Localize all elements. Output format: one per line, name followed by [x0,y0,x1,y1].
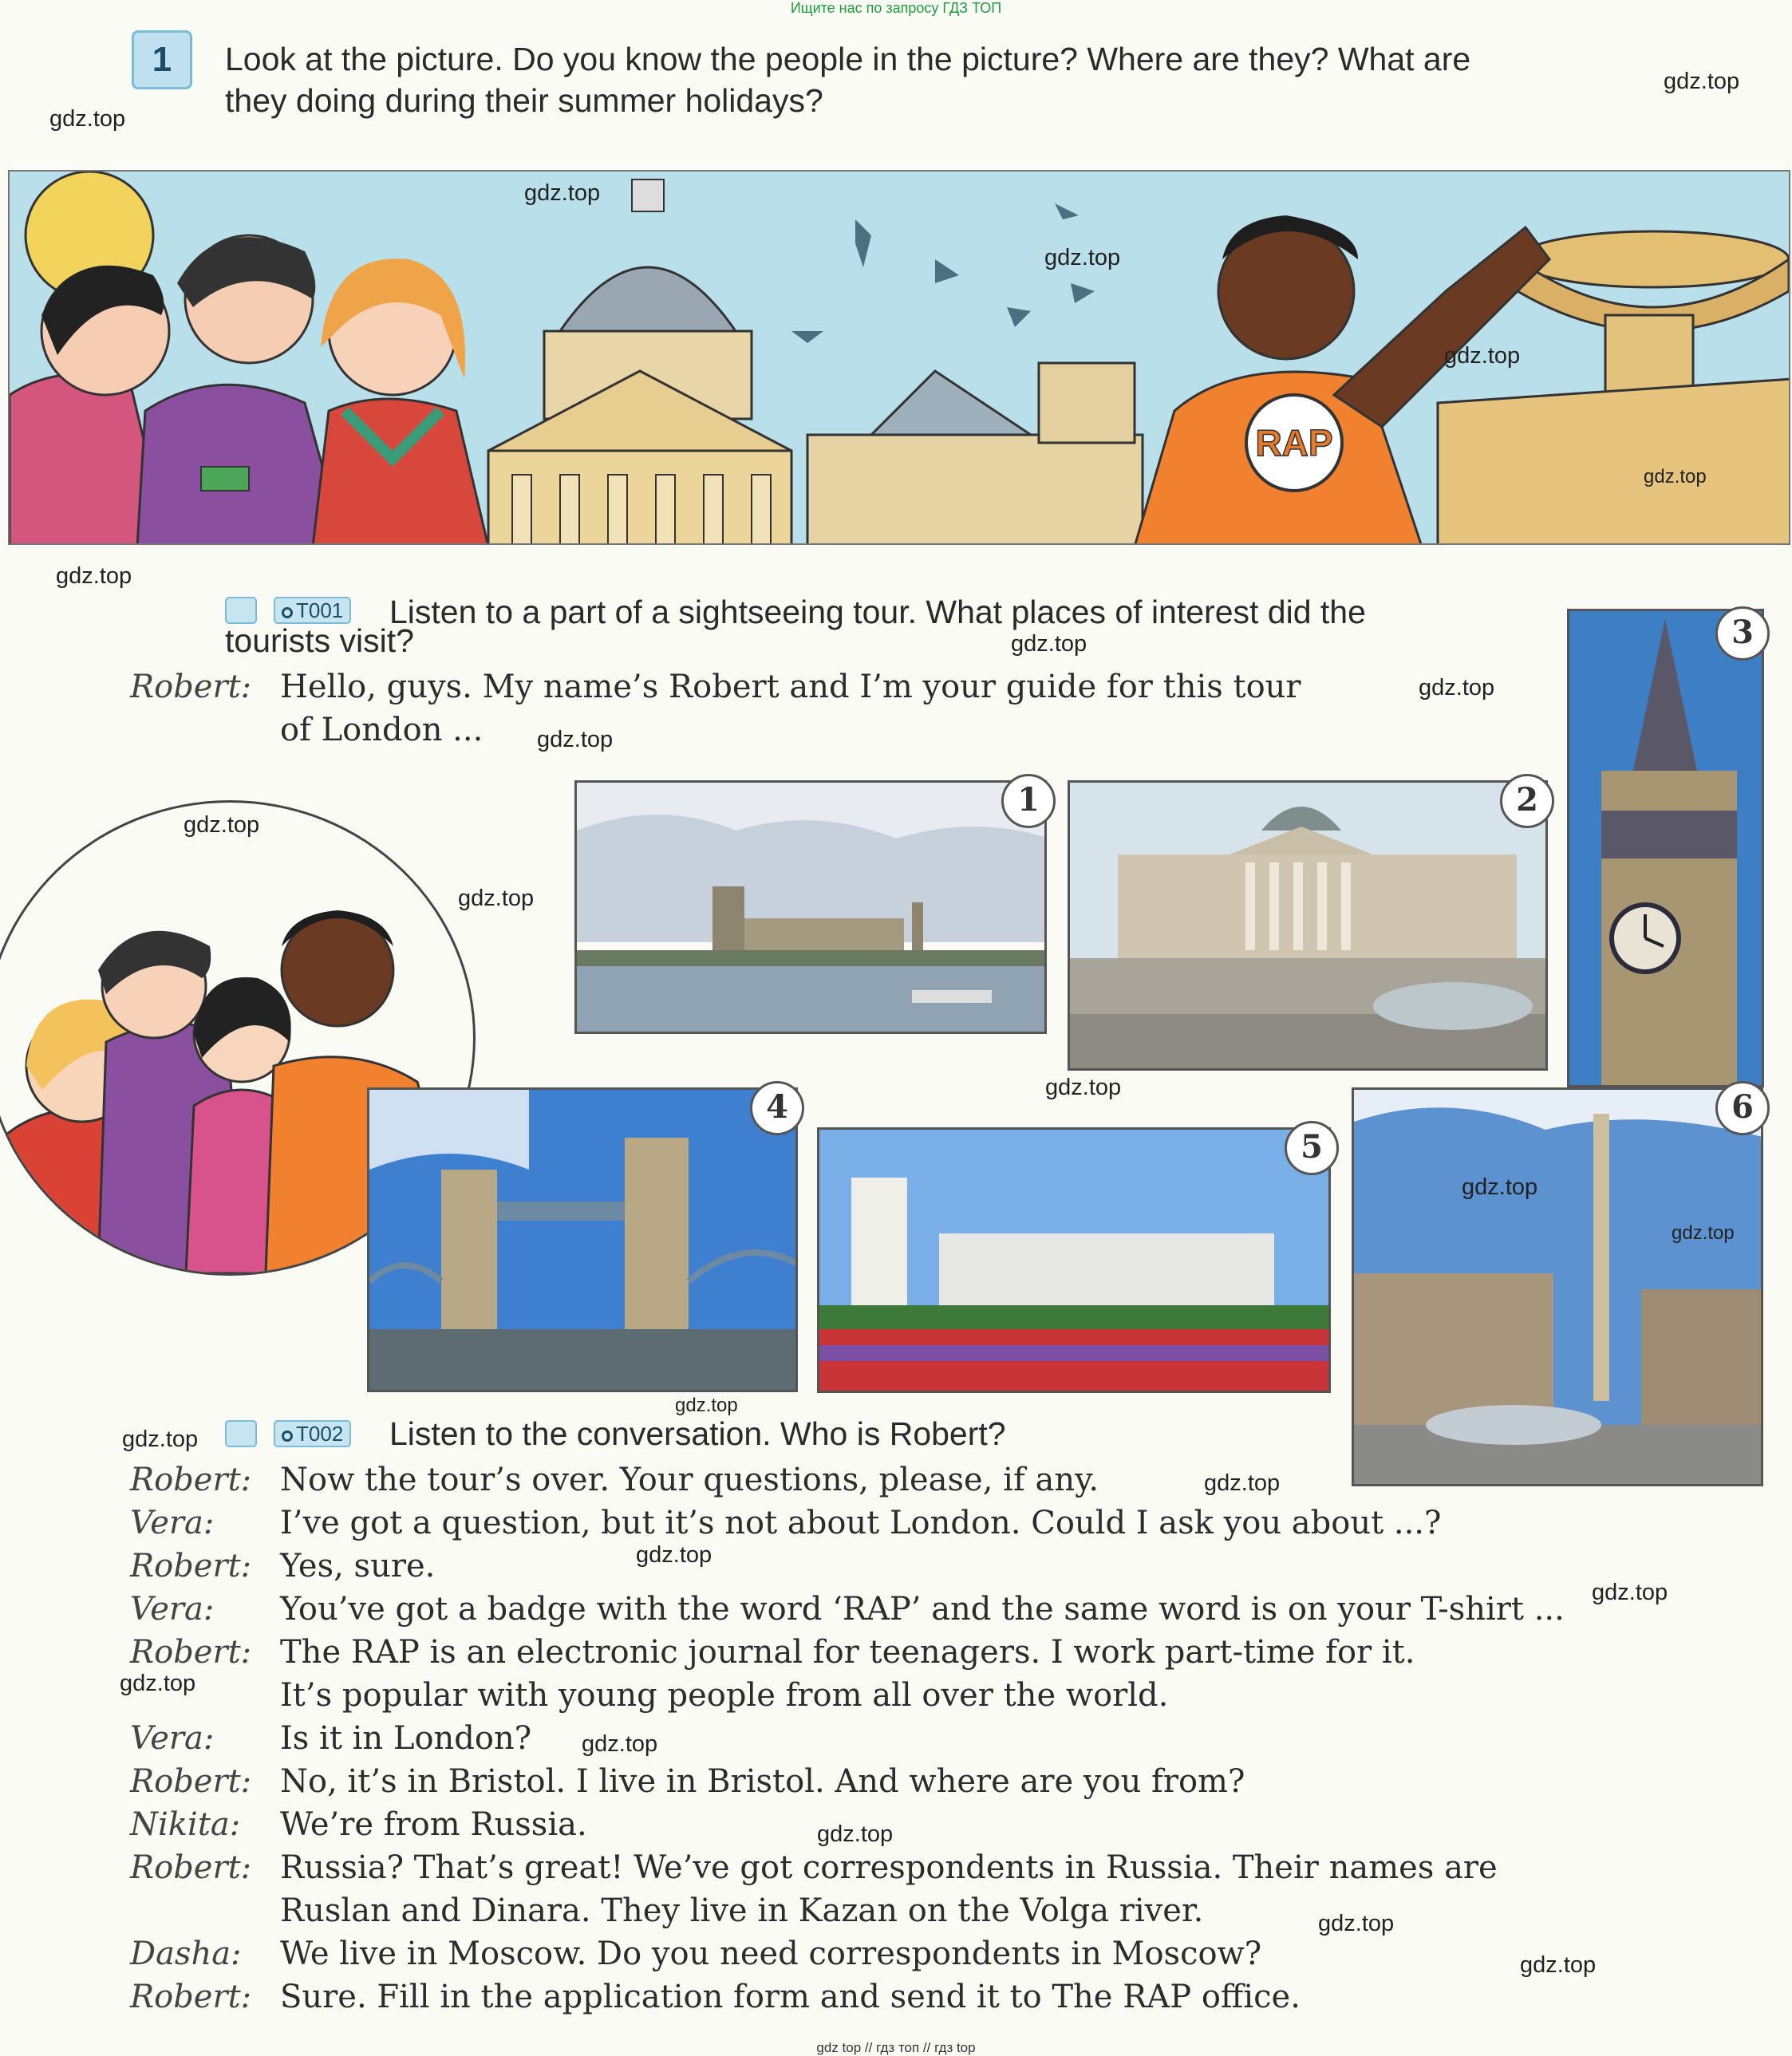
watermark: gdz.top [1318,1911,1395,1936]
speaker: Robert: [130,1979,252,2015]
watermark: gdz.top [1204,1470,1281,1496]
line-text: Now the tour’s over. Your questions, please, if any. [280,1462,1099,1498]
header-note: Ищите нас по запросу ГДЗ ТОП [790,0,1002,16]
watermark: gdz.top [49,106,126,132]
photo-number-badge: 4 [750,1081,804,1135]
speaker: Robert: [130,1462,252,1498]
watermark: gdz.top [56,563,132,589]
watermark: gdz.top [1672,1222,1735,1244]
watermark: gdz.top [122,1427,199,1452]
watermark: gdz.top [1644,466,1707,487]
exercise-task-line1: Look at the picture. Do you know the people in the picture? Where are they? What are [225,41,1471,77]
watermark: gdz.top [817,1821,894,1847]
watermark: gdz.top [537,727,614,752]
line-text: I’ve got a question, but it’s not about London. Could I ask you about ...? [280,1505,1442,1541]
watermark: gdz.top [1444,343,1521,369]
speaker: Vera: [130,1505,215,1541]
disc-icon [282,1431,293,1442]
speaker: Robert: [130,1548,252,1584]
line-text: We’re from Russia. [280,1806,587,1843]
line-text: Ruslan and Dinara. They live in Kazan on the Volga river. [280,1892,1204,1929]
photo-tower-bridge [367,1087,798,1392]
watermark: gdz.top [1462,1174,1538,1200]
speaker: Robert: [130,1634,252,1671]
speaker: Dasha: [130,1936,242,1972]
line-text: We live in Moscow. Do you need correspondents in Moscow? [280,1936,1262,1972]
listening1-task-line2: tourists visit? [225,622,414,659]
photo-trafalgar-square [1352,1087,1763,1486]
photo-buckingham-palace [817,1127,1331,1393]
photo-number-badge: 2 [1500,774,1554,828]
watermark: gdz.top [582,1731,658,1757]
line-text: Yes, sure. [280,1548,436,1584]
line-text: You’ve got a badge with the word ‘RAP’ and the same word is on your T-shirt ... [280,1591,1565,1628]
line-text: The RAP is an electronic journal for teenagers. I work part-time for it. [280,1634,1415,1671]
watermark: gdz.top [120,1671,196,1696]
speaker: Robert: [130,1763,252,1800]
speaker: Nikita: [130,1806,241,1843]
line-text: Hello, guys. My name’s Robert and I’m your guide for this tour [280,669,1301,705]
watermark: gdz.top [458,886,535,911]
photo-number-badge: 1 [1001,774,1056,828]
shirt-text: RAP [1255,422,1333,464]
photo-national-gallery [1068,780,1548,1071]
listening1-task-line1: Listen to a part of a sightseeing tour. What places of interest did the [389,594,1366,630]
watermark: gdz.top [675,1395,738,1416]
speaker: Vera: [130,1720,215,1757]
photo-number-badge: 5 [1285,1121,1339,1175]
line-text: No, it’s in Bristol. I live in Bristol. And where are you from? [280,1763,1245,1800]
watermark: gdz.top [636,1542,712,1568]
photo-westminster [574,780,1047,1034]
disc-icon [282,607,293,618]
track-label: T002 [296,1422,344,1446]
line-text: It’s popular with young people from all over the world. [280,1677,1169,1714]
watermark: gdz.top [184,812,260,838]
line-text: Sure. Fill in the application form and send it to The RAP office. [280,1979,1301,2015]
listening2-task: Listen to the conversation. Who is Robert? [389,1415,1006,1452]
track-label: T001 [296,598,344,622]
watermark: gdz.top [1011,631,1087,657]
footer-note: gdz top // гдз топ // гдз top [816,2040,976,2055]
photo-big-ben [1567,609,1764,1087]
audio-track-t002[interactable] [274,1420,351,1447]
banner-illustration [8,170,1790,545]
line-text: Is it in London? [280,1720,532,1757]
watermark: gdz.top [1419,675,1495,700]
watermark: gdz.top [524,180,601,206]
speaker: Robert: [130,669,252,705]
photo-number-badge: 3 [1715,606,1770,661]
watermark: gdz.top [1592,1580,1668,1605]
photo-number-badge: 6 [1715,1081,1770,1135]
task-checkbox-2 [225,1420,257,1447]
exercise-number: 1 [132,30,192,89]
exercise-task-line2: they doing during their summer holidays? [225,82,823,119]
line-text: of London ... [280,712,484,748]
watermark: gdz.top [1664,69,1740,94]
watermark: gdz.top [1520,1952,1597,1978]
speaker: Vera: [130,1591,215,1628]
speaker: Robert: [130,1849,252,1886]
watermark: gdz.top [1045,1075,1122,1100]
watermark: gdz.top [1044,245,1121,270]
line-text: Russia? That’s great! We’ve got correspondents in Russia. Their names are [280,1849,1498,1886]
